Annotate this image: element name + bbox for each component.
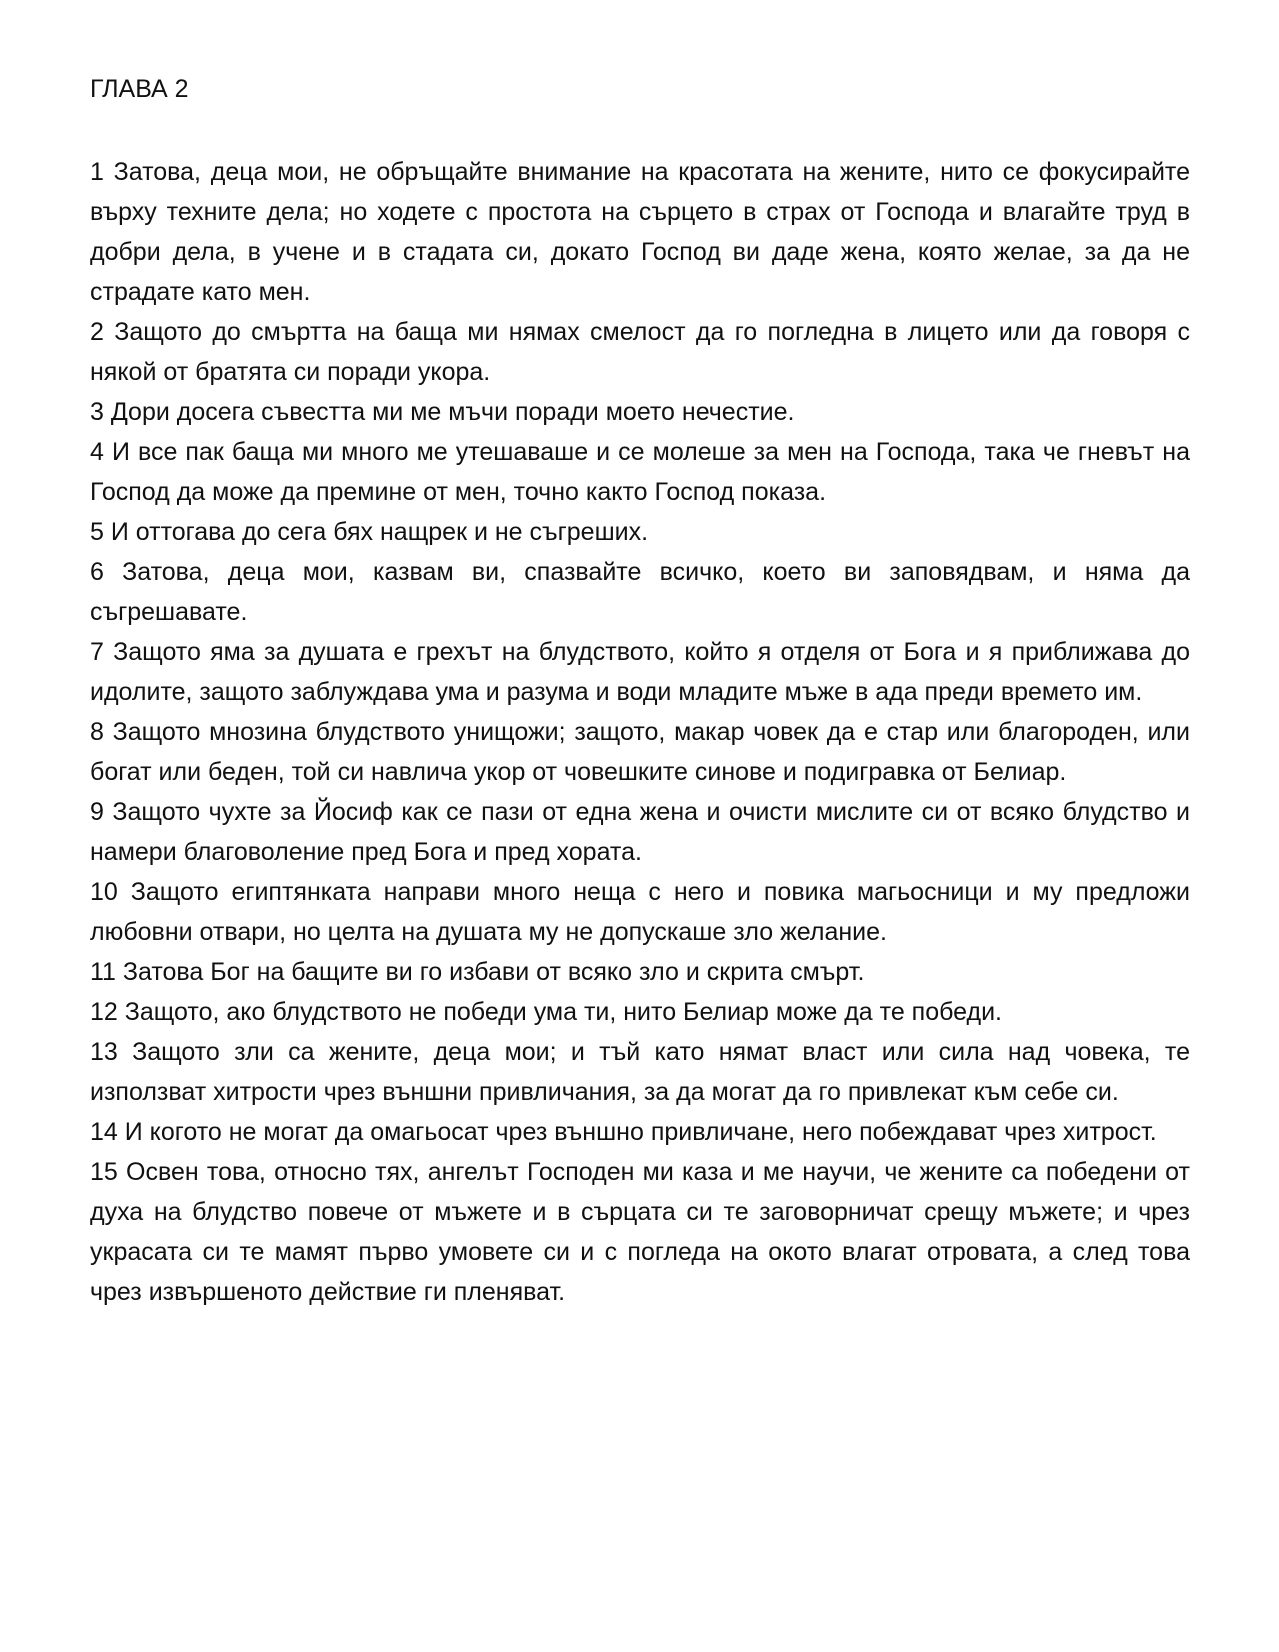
verse-6: 6 Затова, деца мои, казвам ви, спазвайте всичко, което ви заповядвам, и няма да съгрешавате.	[90, 558, 1190, 626]
verse-2: 2 Защото до смъртта на баща ми нямах смелост да го погледна в лицето или да говоря с някой от братята си поради укора.	[90, 318, 1190, 386]
verse-10: 10 Защото египтянката направи много неща с него и повика магьосници и му предложи любовни отвари, но целта на душата му не допускаше зло желание.	[90, 878, 1190, 946]
chapter-heading: ГЛАВА 2	[90, 75, 189, 103]
verse-5: 5 И оттогава до сега бях нащрек и не съгреших.	[90, 518, 649, 546]
verse-15: 15 Освен това, относно тях, ангелът Господен ми каза и ме научи, че жените са победени от духа на блудство повече от мъжете и в сърцата си те заговорничат срещу мъжете; и чрез украсата си те мамят първо умовете си и с погледа на окото влагат отровата, а след това чрез извършеното действие ги пленяват.	[90, 1158, 1190, 1306]
verse-3: 3 Дори досега съвестта ми ме мъчи поради моето нечестие.	[90, 398, 795, 426]
verse-list	[90, 152, 1190, 1312]
document-page	[90, 74, 1190, 1312]
verse-4: 4 И все пак баща ми много ме утешаваше и се молеше за мен на Господа, така че гневът на Господ да може да премине от мен, точно както Господ показа.	[90, 438, 1190, 506]
verse-9: 9 Защото чухте за Йосиф как се пази от една жена и очисти мислите си от всяко блудство и намери благоволение пред Бога и пред хората.	[90, 798, 1190, 866]
verse-1: 1 Затова, деца мои, не обръщайте внимание на красотата на жените, нито се фокусирайте върху техните дела; но ходете с простота на сърцето в страх от Господа и влагайте труд в добри дела, в учене и в стадата си, докато Господ ви даде жена, която желае, за да не страдате като мен.	[90, 158, 1190, 306]
verse-12: 12 Защото, ако блудството не победи ума ти, нито Белиар може да те победи.	[90, 998, 1002, 1026]
verse-14: 14 И когото не могат да омагьосат чрез външно привличане, него побеждават чрез хитрост.	[90, 1118, 1157, 1146]
verse-13: 13 Защото зли са жените, деца мои; и тъй като нямат власт или сила над човека, те използват хитрости чрез външни привличания, за да могат да го привлекат към себе си.	[90, 1038, 1190, 1106]
verse-7: 7 Защото яма за душата е грехът на блудството, който я отделя от Бога и я приближава до идолите, защото заблуждава ума и разума и води младите мъже в ада преди времето им.	[90, 638, 1190, 706]
verse-8: 8 Защото мнозина блудството унищожи; защото, макар човек да е стар или благороден, или богат или беден, той си навлича укор от човешките синове и подигравка от Белиар.	[90, 718, 1190, 786]
verse-11: 11 Затова Бог на бащите ви го избави от всяко зло и скрита смърт.	[90, 958, 865, 986]
